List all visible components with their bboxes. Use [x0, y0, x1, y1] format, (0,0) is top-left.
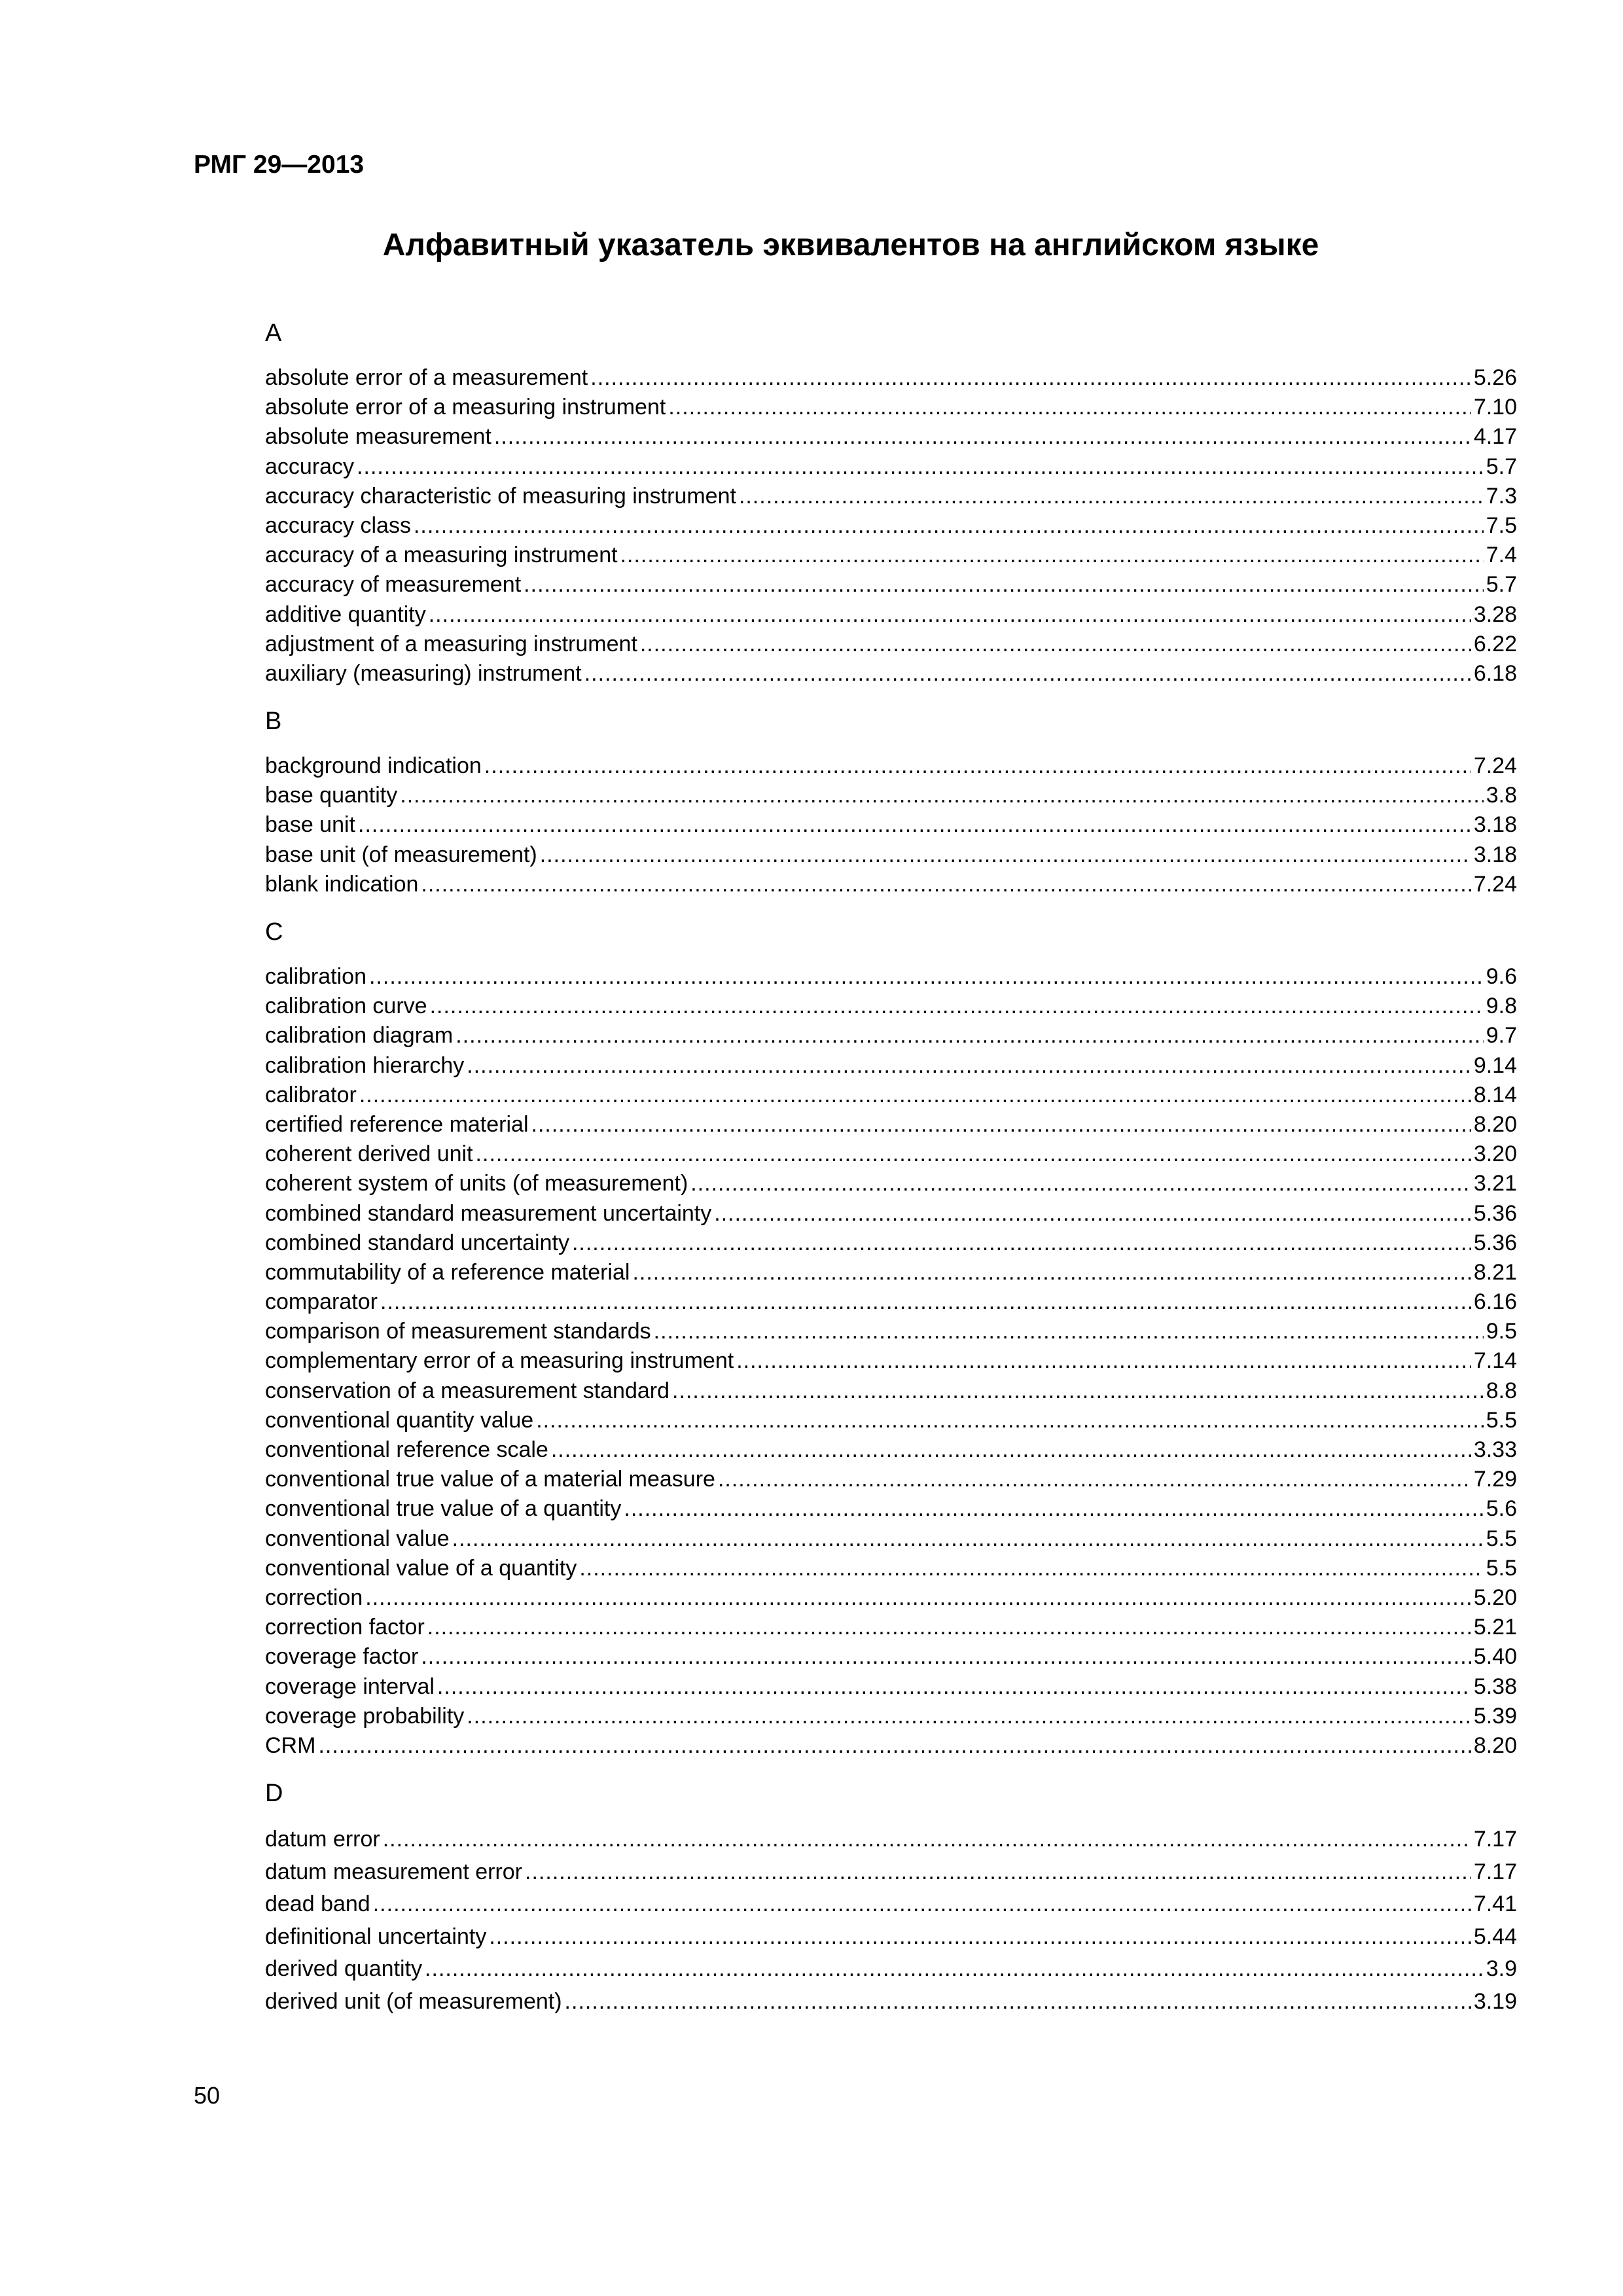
dot-leader — [551, 1435, 1471, 1465]
entry-term: background indication — [265, 753, 482, 779]
entry-term: calibration diagram — [265, 1023, 454, 1049]
entry-ref: 7.24 — [1473, 753, 1517, 779]
index-entry — [265, 1465, 1517, 1494]
entry-ref: 5.26 — [1473, 365, 1517, 390]
entry-ref: 3.20 — [1473, 1141, 1517, 1167]
dot-leader — [739, 482, 1484, 511]
index-entry — [265, 630, 1517, 659]
entry-ref: 9.14 — [1473, 1052, 1517, 1078]
dot-leader — [590, 363, 1471, 393]
entry-ref: 6.22 — [1473, 631, 1517, 656]
index-entry — [265, 1494, 1517, 1524]
index-entry — [265, 1921, 1517, 1954]
entry-term: calibrator — [265, 1082, 357, 1107]
dot-leader — [540, 840, 1471, 870]
entry-ref: 3.9 — [1486, 1956, 1517, 1982]
index-entry — [265, 1823, 1517, 1856]
entry-term: additive quantity — [265, 601, 426, 627]
entry-ref: 7.41 — [1473, 1892, 1517, 1917]
dot-leader — [632, 1258, 1471, 1287]
entry-ref: 3.8 — [1486, 783, 1517, 808]
index-entry — [265, 1953, 1517, 1986]
dot-leader — [525, 1856, 1471, 1889]
index-entry — [265, 1051, 1517, 1081]
entry-ref: 8.21 — [1473, 1259, 1517, 1285]
entry-term: certified reference material — [265, 1111, 529, 1137]
alphabetical-index — [265, 317, 1517, 2018]
dot-leader — [429, 600, 1471, 630]
dot-leader — [318, 1731, 1471, 1761]
entry-ref: 3.18 — [1473, 842, 1517, 867]
index-entry — [265, 751, 1517, 781]
entry-ref: 5.40 — [1473, 1644, 1517, 1670]
entry-ref: 3.18 — [1473, 812, 1517, 838]
dot-leader — [690, 1169, 1471, 1198]
entry-term: adjustment of a measuring instrument — [265, 631, 637, 656]
entry-term: conservation of a measurement standard — [265, 1378, 670, 1403]
entry-term: conventional value of a quantity — [265, 1555, 577, 1581]
index-entry — [265, 1258, 1517, 1287]
index-entry — [265, 393, 1517, 422]
entry-term: conventional reference scale — [265, 1437, 548, 1462]
entry-ref: 5.21 — [1473, 1615, 1517, 1640]
entry-term: conventional true value of a material measure — [265, 1467, 715, 1492]
entry-term: coverage probability — [265, 1703, 465, 1729]
entry-ref: 5.44 — [1473, 1924, 1517, 1949]
entry-term: accuracy class — [265, 512, 411, 538]
page-number: 50 — [194, 2082, 221, 2109]
dot-leader — [430, 992, 1484, 1021]
entry-term: coherent derived unit — [265, 1141, 473, 1167]
entry-term: derived quantity — [265, 1956, 423, 1982]
entry-ref: 7.10 — [1473, 395, 1517, 420]
dot-leader — [421, 870, 1471, 899]
dot-leader — [531, 1110, 1471, 1139]
entry-term: correction — [265, 1585, 363, 1610]
dot-leader — [672, 1376, 1484, 1406]
entry-term: accuracy — [265, 454, 355, 479]
dot-leader — [640, 630, 1471, 659]
entry-term: comparison of measurement standards — [265, 1319, 651, 1344]
entry-term: complementary error of a measuring instrument — [265, 1348, 734, 1374]
entry-ref: 3.33 — [1473, 1437, 1517, 1462]
entry-term: auxiliary (measuring) instrument — [265, 660, 582, 686]
dot-leader — [425, 1953, 1484, 1986]
entry-term: derived unit (of measurement) — [265, 1989, 562, 2015]
entry-term: absolute error of a measuring instrument — [265, 395, 666, 420]
index-entry — [265, 1731, 1517, 1761]
dot-leader — [565, 1986, 1471, 2018]
index-entry — [265, 1139, 1517, 1169]
dot-leader — [373, 1888, 1471, 1921]
dot-leader — [365, 1583, 1471, 1613]
dot-leader — [484, 751, 1471, 781]
entry-term: base quantity — [265, 783, 398, 808]
page-title: Алфавитный указатель эквивалентов на английском языке — [382, 228, 1319, 262]
entry-ref: 7.17 — [1473, 1859, 1517, 1884]
index-entry — [265, 1672, 1517, 1702]
dot-leader — [736, 1346, 1471, 1376]
index-entry — [265, 840, 1517, 870]
index-entry — [265, 600, 1517, 630]
entry-term: accuracy characteristic of measuring instrument — [265, 483, 736, 509]
dot-leader — [584, 659, 1471, 689]
entry-term: conventional true value of a quantity — [265, 1496, 622, 1522]
document-code: РМГ 29—2013 — [194, 151, 365, 179]
dot-leader — [476, 1139, 1471, 1169]
entry-term: combined standard measurement uncertainty — [265, 1200, 712, 1226]
entry-term: correction factor — [265, 1615, 425, 1640]
entry-ref: 8.8 — [1486, 1378, 1517, 1403]
entry-term: accuracy of a measuring instrument — [265, 543, 618, 568]
index-entry — [265, 870, 1517, 899]
entry-term: conventional quantity value — [265, 1407, 534, 1433]
index-entry — [265, 482, 1517, 511]
entry-ref: 7.14 — [1473, 1348, 1517, 1374]
entry-term: comparator — [265, 1289, 378, 1315]
dot-leader — [714, 1199, 1471, 1229]
dot-leader — [421, 1642, 1471, 1672]
dot-leader — [668, 393, 1471, 422]
entry-term: coherent system of units (of measurement) — [265, 1171, 688, 1196]
dot-leader — [400, 781, 1483, 810]
entry-ref: 7.5 — [1486, 512, 1517, 538]
index-entry — [265, 422, 1517, 452]
index-entry — [265, 1702, 1517, 1731]
entry-term: commutability of a reference material — [265, 1259, 630, 1285]
entry-ref: 5.36 — [1473, 1200, 1517, 1226]
dot-leader — [369, 962, 1484, 992]
dot-leader — [494, 422, 1471, 452]
entry-term: calibration curve — [265, 994, 427, 1019]
entry-ref: 3.21 — [1473, 1171, 1517, 1196]
dot-leader — [383, 1823, 1471, 1856]
entry-term: dead band — [265, 1892, 370, 1917]
entry-term: blank indication — [265, 871, 419, 897]
index-letter-d: D — [265, 1780, 283, 1808]
index-entry — [265, 962, 1517, 992]
dot-leader — [357, 452, 1484, 482]
entry-ref: 8.14 — [1473, 1082, 1517, 1107]
dot-leader — [620, 541, 1484, 570]
entry-term: definitional uncertainty — [265, 1924, 487, 1949]
index-entry — [265, 810, 1517, 840]
dot-leader — [359, 1081, 1471, 1110]
dot-leader — [624, 1494, 1483, 1524]
entry-term: base unit — [265, 812, 355, 838]
entry-ref: 9.5 — [1486, 1319, 1517, 1344]
entry-ref: 5.5 — [1486, 1407, 1517, 1433]
entry-ref: 5.38 — [1473, 1674, 1517, 1699]
dot-leader — [452, 1524, 1484, 1554]
index-entry — [265, 1406, 1517, 1435]
entry-term: coverage interval — [265, 1674, 435, 1699]
index-entry — [265, 1110, 1517, 1139]
dot-leader — [414, 511, 1484, 541]
dot-leader — [467, 1051, 1471, 1081]
entry-ref: 7.4 — [1486, 543, 1517, 568]
dot-leader — [654, 1317, 1484, 1346]
index-entry — [265, 1021, 1517, 1050]
index-entry — [265, 1642, 1517, 1672]
entry-term: calibration — [265, 964, 366, 989]
index-entry — [265, 570, 1517, 600]
index-entry — [265, 1169, 1517, 1198]
dot-leader — [358, 810, 1471, 840]
entry-ref: 5.36 — [1473, 1230, 1517, 1255]
entry-ref: 5.20 — [1473, 1585, 1517, 1610]
index-entry — [265, 1081, 1517, 1110]
entry-ref: 5.7 — [1486, 572, 1517, 598]
entry-ref: 5.5 — [1486, 1526, 1517, 1551]
index-entry — [265, 1554, 1517, 1583]
dot-leader — [467, 1702, 1471, 1731]
index-entry — [265, 1856, 1517, 1889]
entry-term: coverage factor — [265, 1644, 419, 1670]
entry-ref: 9.7 — [1486, 1023, 1517, 1049]
entry-ref: 7.29 — [1473, 1467, 1517, 1492]
dot-leader — [579, 1554, 1483, 1583]
index-entry — [265, 1613, 1517, 1642]
index-entry — [265, 659, 1517, 689]
index-entry — [265, 1583, 1517, 1613]
entry-ref: 8.20 — [1473, 1732, 1517, 1758]
entry-term: datum error — [265, 1827, 380, 1852]
entry-ref: 5.7 — [1486, 454, 1517, 479]
dot-leader — [572, 1229, 1471, 1258]
entry-ref: 7.3 — [1486, 483, 1517, 509]
index-entry — [265, 1986, 1517, 2018]
index-entry — [265, 1229, 1517, 1258]
dot-leader — [380, 1287, 1471, 1317]
index-entry — [265, 363, 1517, 393]
entry-term: conventional value — [265, 1526, 450, 1551]
index-entry — [265, 781, 1517, 810]
entry-ref: 7.24 — [1473, 871, 1517, 897]
entry-ref: 6.16 — [1473, 1289, 1517, 1315]
entry-term: combined standard uncertainty — [265, 1230, 569, 1255]
entry-ref: 3.28 — [1473, 601, 1517, 627]
dot-leader — [437, 1672, 1471, 1702]
entry-term: accuracy of measurement — [265, 572, 522, 598]
index-entry — [265, 541, 1517, 570]
index-entry — [265, 992, 1517, 1021]
entry-ref: 5.6 — [1486, 1496, 1517, 1522]
dot-leader — [427, 1613, 1471, 1642]
entry-ref: 8.20 — [1473, 1111, 1517, 1137]
entry-term: CRM — [265, 1732, 316, 1758]
dot-leader — [536, 1406, 1484, 1435]
index-entry — [265, 1376, 1517, 1406]
dot-leader — [524, 570, 1484, 600]
index-entry — [265, 452, 1517, 482]
entry-ref: 6.18 — [1473, 660, 1517, 686]
entry-ref: 7.17 — [1473, 1827, 1517, 1852]
index-entry — [265, 1287, 1517, 1317]
entry-ref: 5.5 — [1486, 1555, 1517, 1581]
index-entry — [265, 1435, 1517, 1465]
entry-term: calibration hierarchy — [265, 1052, 465, 1078]
entry-ref: 3.19 — [1473, 1989, 1517, 2015]
entry-term: absolute error of a measurement — [265, 365, 588, 390]
index-letter-c: C — [265, 918, 283, 946]
entry-term: datum measurement error — [265, 1859, 523, 1884]
index-letter-a: A — [265, 319, 282, 347]
index-entry — [265, 1317, 1517, 1346]
dot-leader — [718, 1465, 1471, 1494]
entry-ref: 4.17 — [1473, 424, 1517, 450]
entry-ref: 5.39 — [1473, 1703, 1517, 1729]
entry-term: base unit (of measurement) — [265, 842, 537, 867]
index-letter-b: B — [265, 708, 282, 736]
index-entry — [265, 1888, 1517, 1921]
index-entry — [265, 1524, 1517, 1554]
dot-leader — [455, 1021, 1483, 1050]
index-entry — [265, 1199, 1517, 1229]
entry-term: absolute measurement — [265, 424, 491, 450]
entry-ref: 9.8 — [1486, 994, 1517, 1019]
index-entry — [265, 511, 1517, 541]
dot-leader — [489, 1921, 1471, 1954]
entry-ref: 9.6 — [1486, 964, 1517, 989]
index-entry — [265, 1346, 1517, 1376]
